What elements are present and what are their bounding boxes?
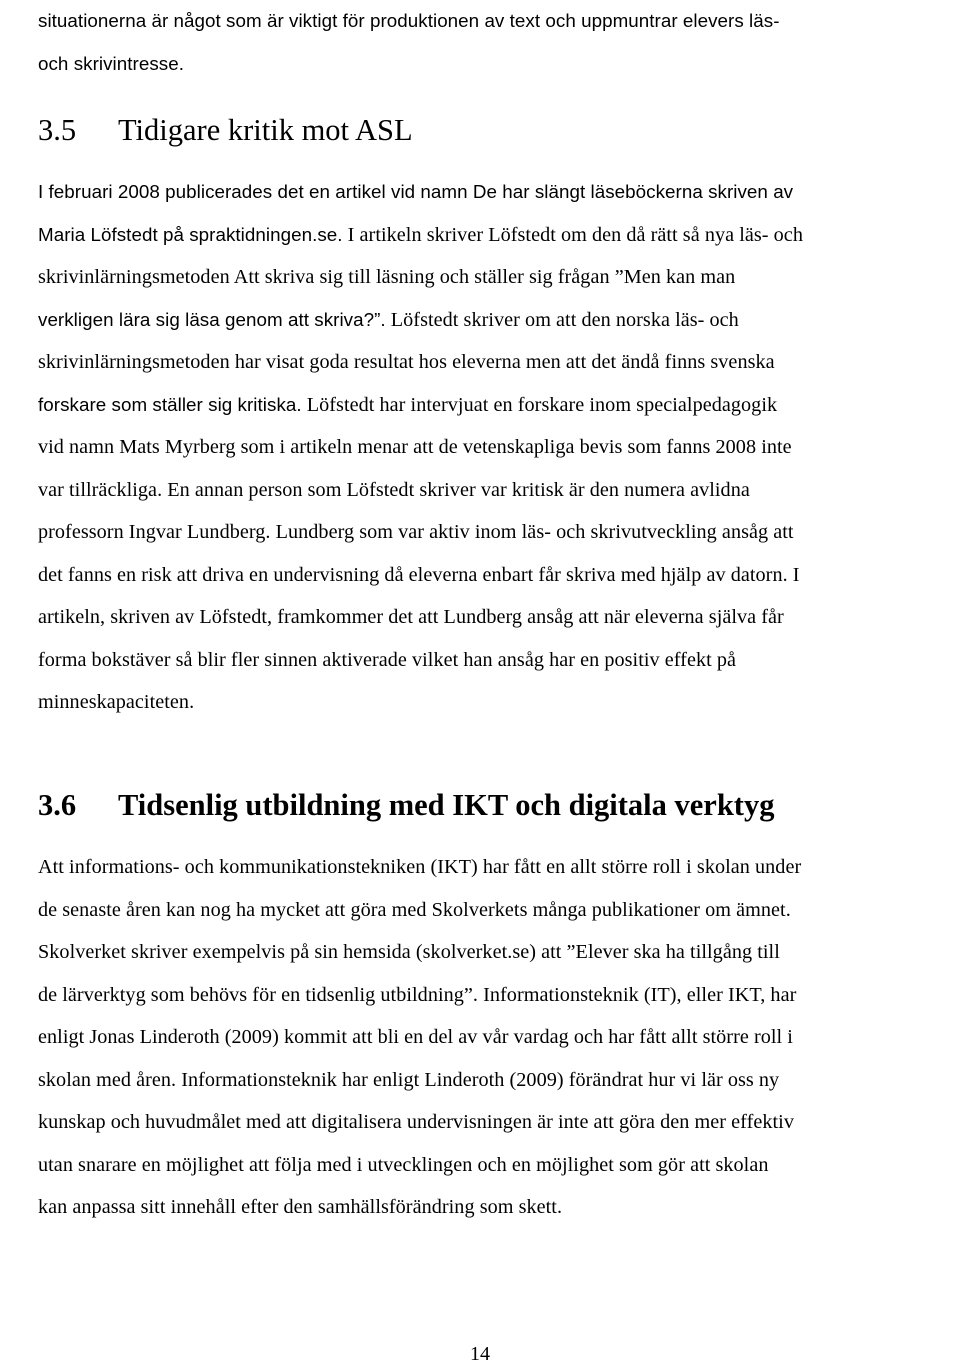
- paragraph-line: I februari 2008 publicerades det en artikel vid namn De har slängt läseböckerna skriven av: [38, 181, 794, 202]
- paragraph-line: de lärverktyg som behövs för en tidsenlig utbildning”. Informationsteknik (IT), eller IKT, har: [38, 983, 797, 1006]
- paragraph-line: vid namn Mats Myrberg som i artikeln menar att de vetenskapliga bevis som fanns 2008 inte: [38, 436, 792, 458]
- paragraph-line: skrivinlärningsmetoden Att skriva sig till läsning och ställer sig frågan ”Men kan man: [38, 266, 736, 288]
- paragraph-line: [38, 384, 958, 427]
- paragraph-line: Att informations- och kommunikationstekniken (IKT) har fått en allt större roll i skolan under: [38, 856, 802, 878]
- section-3-5-paragraph: [38, 171, 958, 724]
- paragraph-line: skrivinlärningsmetoden har visat goda resultat hos eleverna men att det ändå finns svenska: [38, 351, 775, 373]
- section-number: 3.5: [38, 113, 77, 147]
- paragraph-segment: forskare som ställer sig kritiska.: [38, 393, 302, 415]
- paragraph-line: de senaste åren kan nog ha mycket att göra med Skolverkets många publikationer om ämnet.: [38, 898, 791, 921]
- paragraph-line: [38, 299, 958, 342]
- paragraph-line: enligt Jonas Linderoth (2009) kommit att bli en del av vår vardag och har fått allt större roll i: [38, 1026, 793, 1048]
- paragraph-line: det fanns en risk att driva en undervisning då eleverna enbart får skriva med hjälp av datorn. I: [38, 563, 800, 586]
- paragraph-segment: verkligen lära sig läsa genom att skriva?”.: [38, 308, 386, 330]
- paragraph-line: kan anpassa sitt innehåll efter den samhällsförändring som skett.: [38, 1196, 563, 1218]
- intro-paragraph: [38, 0, 938, 85]
- paragraph-line: skolan med åren. Informationsteknik har enligt Linderoth (2009) förändrat hur vi lär oss ny: [38, 1068, 780, 1091]
- section-number: 3.6: [38, 788, 77, 822]
- section-title: Tidigare kritik mot ASL: [118, 113, 413, 147]
- paragraph-line: minneskapaciteten.: [38, 691, 195, 713]
- section-title: Tidsenlig utbildning med IKT och digitala verktyg: [118, 788, 775, 822]
- section-heading-3-6: [38, 783, 774, 827]
- page-number: 14: [470, 1343, 490, 1365]
- section-heading-3-5: [38, 108, 413, 152]
- paragraph-line: forma bokstäver så blir fler sinnen aktiverade vilket han ansåg har en positiv effekt på: [38, 648, 737, 671]
- section-3-6-paragraph: [38, 846, 958, 1229]
- paragraph-line: artikeln, skriven av Löfstedt, framkommer det att Lundberg ansåg att när eleverna själva får: [38, 606, 784, 628]
- paragraph-line: var tillräckliga. En annan person som Löfstedt skriver var kritisk är den numera avlidna: [38, 478, 750, 501]
- intro-line-1: situationerna är något som är viktigt för produktionen av text och uppmuntrar elevers läs-: [38, 10, 780, 31]
- intro-line-2: och skrivintresse.: [38, 52, 184, 74]
- paragraph-line: kunskap och huvudmålet med att digitalisera undervisningen är inte att göra den mer effektiv: [38, 1111, 794, 1133]
- paragraph-segment: I artikeln skriver Löfstedt om den då rätt så nya läs- och: [342, 223, 803, 246]
- paragraph-line: utan snarare en möjlighet att följa med i utvecklingen och en möjlighet som gör att skolan: [38, 1153, 769, 1176]
- paragraph-line: [38, 214, 958, 257]
- paragraph-segment: Löfstedt har intervjuat en forskare inom specialpedagogik: [301, 393, 778, 416]
- paragraph-line: professorn Ingvar Lundberg. Lundberg som var aktiv inom läs- och skrivutveckling ansåg att: [38, 521, 794, 543]
- paragraph-segment: Löfstedt skriver om att den norska läs- och: [385, 308, 739, 331]
- paragraph-segment: Maria Löfstedt på spraktidningen.se.: [38, 223, 343, 245]
- paragraph-line: Skolverket skriver exempelvis på sin hemsida (skolverket.se) att ”Elever ska ha tillgång till: [38, 941, 780, 963]
